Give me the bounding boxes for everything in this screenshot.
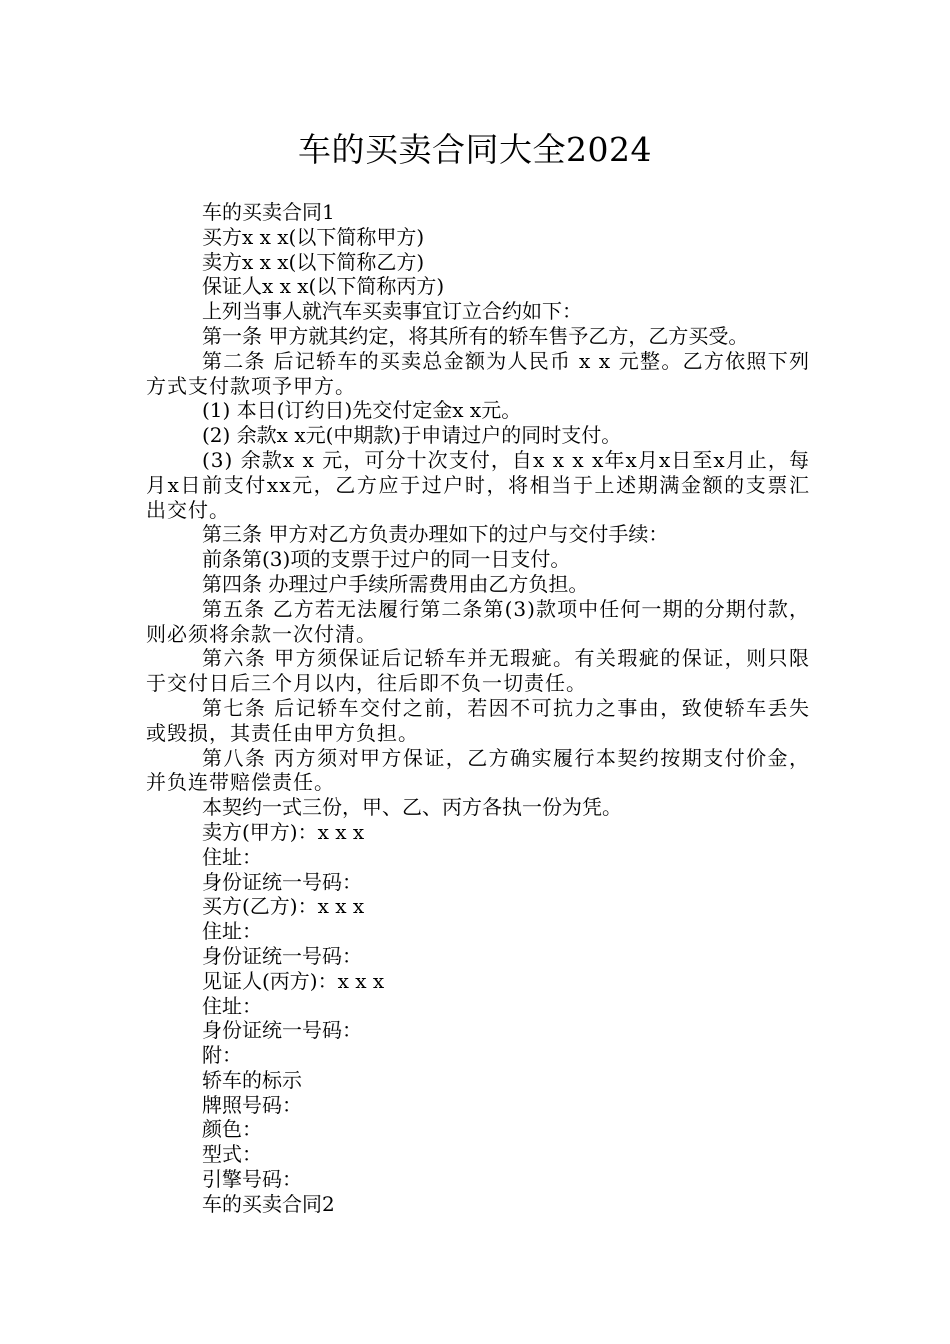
paragraph: 型式： [202, 1142, 262, 1167]
document-title: 车的买卖合同大全2024 [298, 130, 652, 169]
paragraph: 住址： [202, 919, 262, 944]
paragraph: 住址： [202, 993, 262, 1018]
paragraph: 引擎号码： [202, 1167, 302, 1192]
paragraph: (1) 本日(订约日)先交付定金x x元。 [202, 398, 522, 423]
paragraph: 轿车的标示 [202, 1067, 302, 1092]
document-body [146, 200, 810, 1217]
paragraph: 附： [202, 1043, 242, 1068]
paragraph: 车的买卖合同2 [202, 1191, 335, 1216]
paragraph: 买方(乙方)：x x x [202, 894, 365, 919]
paragraph: 第二条 后记轿车的买卖总金额为人民币 x x 元整。乙方依照下列方式支付款项予甲方。 [146, 348, 810, 398]
paragraph: 牌照号码： [202, 1092, 302, 1117]
paragraph: 第三条 甲方对乙方负责办理如下的过户与交付手续： [202, 522, 669, 547]
paragraph: 第七条 后记轿车交付之前，若因不可抗力之事由，致使轿车丢失或毁损，其责任由甲方负担。 [146, 695, 810, 745]
paragraph: 买方x x x(以下简称甲方) [202, 224, 425, 249]
paragraph: 身份证统一号码： [202, 869, 362, 894]
paragraph: 车的买卖合同1 [202, 200, 335, 224]
paragraph: 见证人(丙方)：x x x [202, 968, 385, 993]
paragraph: 卖方x x x(以下简称乙方) [202, 249, 425, 274]
paragraph: 第六条 甲方须保证后记轿车并无瑕疵。有关瑕疵的保证，则只限于交付日后三个月以内，往后即不负一切责任。 [146, 646, 810, 696]
paragraph: 本契约一式三份，甲、乙、丙方各执一份为凭。 [202, 795, 622, 820]
paragraph: 身份证统一号码： [202, 1018, 362, 1043]
paragraph: 第一条 甲方就其约定，将其所有的轿车售予乙方，乙方买受。 [202, 323, 749, 348]
paragraph: 保证人x x x(以下简称丙方) [202, 274, 445, 299]
paragraph: 颜色： [202, 1117, 262, 1142]
paragraph: 身份证统一号码： [202, 943, 362, 968]
paragraph: 上列当事人就汽车买卖事宜订立合约如下： [202, 299, 582, 324]
paragraph: 卖方(甲方)：x x x [202, 819, 365, 844]
paragraph: (3) 余款x x 元，可分十次支付，自x x x x年x月x日至x月止，每月x日前支付xx元，乙方应于过户时，将相当于上述期满金额的支票汇出交付。 [146, 447, 810, 522]
paragraph: (2) 余款x x元(中期款)于申请过户的同时支付。 [202, 423, 622, 448]
paragraph: 第五条 乙方若无法履行第二条第(3)款项中任何一期的分期付款，则必须将余款一次付清。 [146, 596, 810, 646]
paragraph: 第四条 办理过户手续所需费用由乙方负担。 [202, 571, 589, 596]
paragraph: 第八条 丙方须对甲方保证，乙方确实履行本契约按期支付价金，并负连带赔偿责任。 [146, 745, 810, 795]
paragraph: 住址： [202, 844, 262, 869]
paragraph: 前条第(3)项的支票于过户的同一日支付。 [202, 547, 571, 572]
